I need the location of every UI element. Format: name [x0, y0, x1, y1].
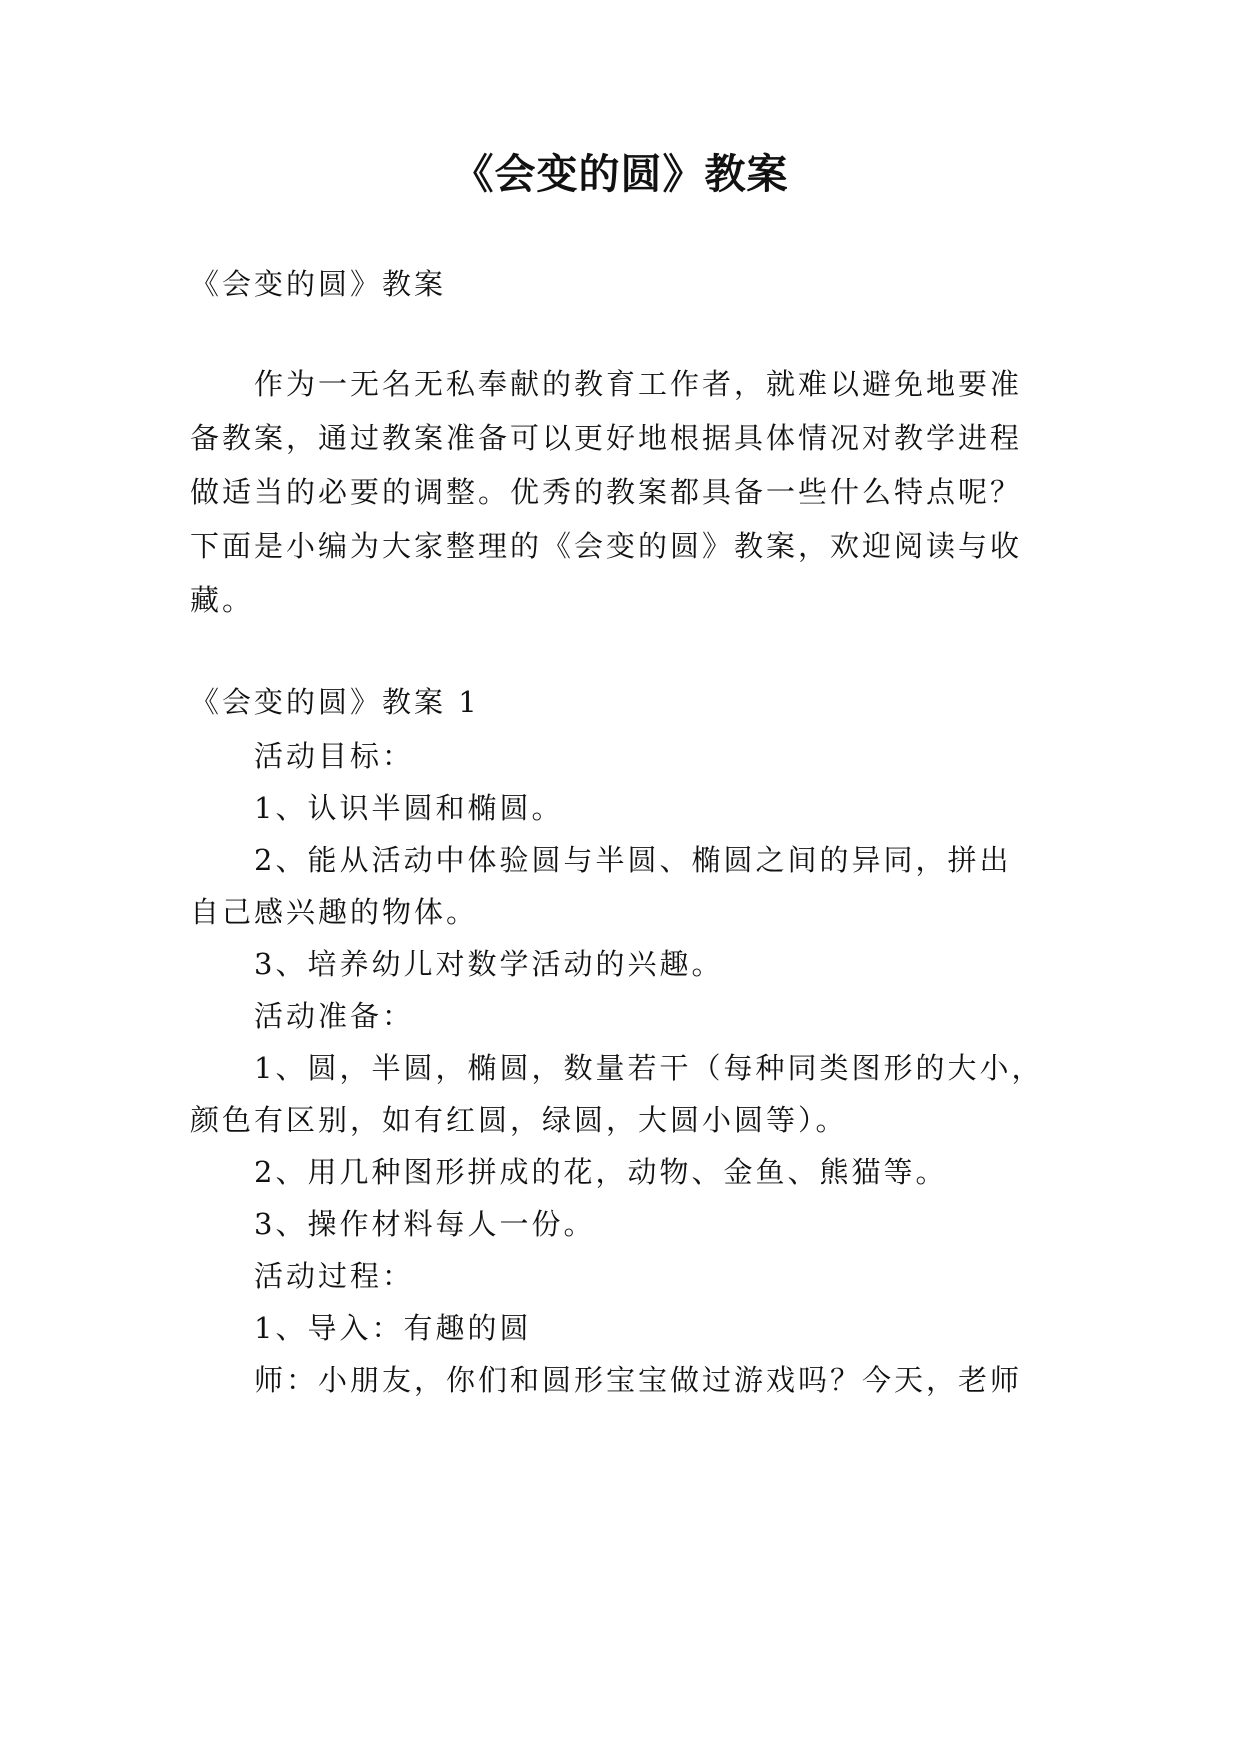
intro-line: 备教案，通过教案准备可以更好地根据具体情况对教学进程: [190, 421, 1023, 455]
intro-line: 做适当的必要的调整。优秀的教案都具备一些什么特点呢？: [190, 475, 1023, 509]
section-line: 活动目标：: [254, 739, 415, 773]
intro-line: 作为一无名无私奉献的教育工作者，就难以避免地要准: [254, 367, 1023, 401]
section-line: 师：小朋友，你们和圆形宝宝做过游戏吗？今天，老师: [254, 1363, 1023, 1397]
section-line: 自己感兴趣的物体。: [190, 895, 479, 929]
section-line: 3、培养幼儿对数学活动的兴趣。: [254, 947, 724, 981]
section-line: 颜色有区别，如有红圆，绿圆，大圆小圆等）。: [190, 1103, 848, 1137]
intro-line: 下面是小编为大家整理的《会变的圆》教案，欢迎阅读与收: [190, 529, 1023, 563]
section-line: 1、圆，半圆，椭圆，数量若干（每种同类图形的大小，: [254, 1051, 1044, 1085]
section-line: 1、导入：有趣的圆: [254, 1311, 532, 1345]
section-line: 活动准备：: [254, 999, 415, 1033]
section-line: 3、操作材料每人一份。: [254, 1207, 596, 1241]
section-line: 1、认识半圆和椭圆。: [254, 791, 564, 825]
document-title: 《会变的圆》教案: [452, 150, 789, 198]
document-subtitle: 《会变的圆》教案: [190, 267, 447, 301]
section-line: 活动过程：: [254, 1259, 415, 1293]
section-line: 2、用几种图形拼成的花，动物、金鱼、熊猫等。: [254, 1155, 948, 1189]
section-line: 2、能从活动中体验圆与半圆、椭圆之间的异同，拼出: [254, 843, 1012, 877]
section-heading: 《会变的圆》教案 1: [190, 685, 480, 719]
intro-line: 藏。: [190, 583, 255, 617]
